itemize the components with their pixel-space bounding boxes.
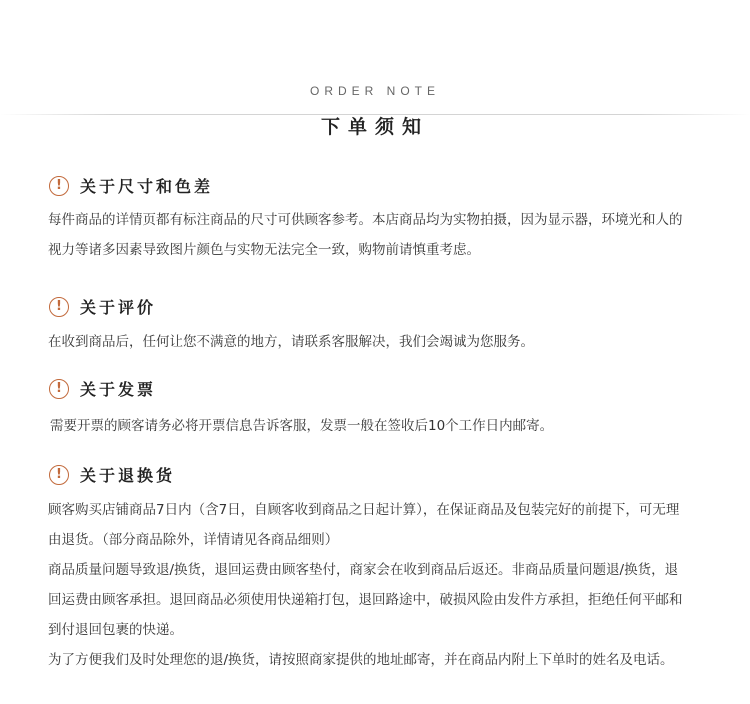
exclamation-circle-icon: !: [49, 465, 69, 485]
section-returns-text-policy: 顾客购买店铺商品7日内（含7日，自顾客收到商品之日起计算），在保证商品及包装完好的前提下，可无理 由退货。（部分商品除外，详情请见各商品细则）: [48, 502, 680, 548]
section-title: 关于退换货: [80, 466, 176, 485]
exclamation-circle-icon: !: [49, 379, 69, 399]
section-returns-header: [49, 463, 175, 486]
section-review-text: 在收到商品后，任何让您不满意的地方，请联系客服解决，我们会竭诚为您服务。: [48, 334, 534, 350]
exclamation-circle-icon: !: [49, 297, 69, 317]
section-invoice-header: [49, 377, 156, 400]
exclamation-circle-icon: !: [49, 176, 69, 196]
page-title: 下单须知: [320, 116, 429, 138]
order-note-eyebrow: ORDER NOTE: [309, 84, 440, 98]
section-size-color-text: 每件商品的详情页都有标注商品的尺寸可供顾客参考。本店商品均为实物拍摄，因为显示器，环境光和人的 视力等诸多因素导致图片颜色与实物无法完全一致，购物前请慎重考虑。: [48, 212, 683, 258]
section-size-color-header: [49, 174, 213, 197]
section-returns-text-shipping: 商品质量问题导致退/换货，退回运费由顾客垫付，商家会在收到商品后返还。非商品质量问题退/换货，退 回运费由顾客承担。退回商品必须使用快递箱打包，退回路途中，破损风险由发件方承担，拒绝任何平邮和 到付退回包裹的快递。: [48, 562, 683, 638]
section-review-header: [49, 295, 156, 318]
section-title: 关于发票: [80, 380, 157, 399]
section-title: 关于评价: [80, 298, 157, 317]
section-returns-text-address: 为了方便我们及时处理您的退/换货，请按照商家提供的地址邮寄，并在商品内附上下单时的姓名及电话。: [48, 652, 674, 668]
section-title: 关于尺寸和色差: [80, 177, 214, 196]
section-invoice-text: 需要开票的顾客请务必将开票信息告诉客服，发票一般在签收后10个工作日内邮寄。: [50, 418, 554, 434]
